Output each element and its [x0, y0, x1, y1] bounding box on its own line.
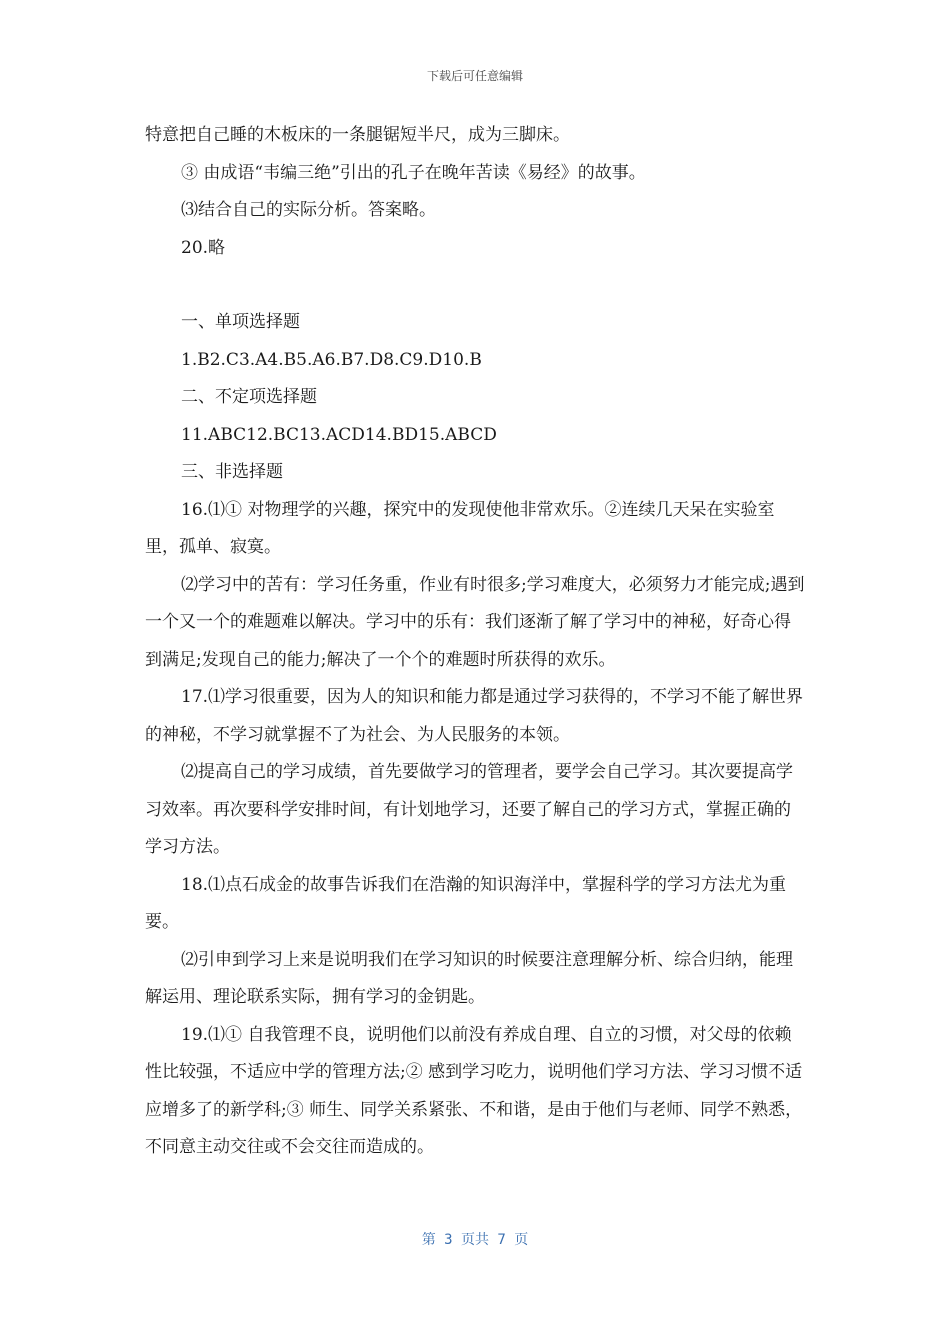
section-heading: 二、不定项选择题 — [181, 387, 317, 407]
paragraph: 17.⑴学习很重要，因为人的知识和能力都是通过学习获得的，不学习不能了解世界的神秘，不学习就掌握不了为社会、为人民服务的本领。 — [145, 687, 804, 745]
paragraph: ⑶结合自己的实际分析。答案略。 — [181, 200, 436, 220]
paragraph: ⑵引申到学习上来是说明我们在学习知识的时候要注意理解分析、综合归纳，能理解运用、理论联系实际，拥有学习的金钥匙。 — [145, 949, 793, 1007]
section-gap — [145, 267, 807, 304]
section-heading: 一、单项选择题 — [181, 312, 300, 332]
page-footer: 第 3 页共 7 页 — [421, 1232, 529, 1248]
answer-line: 1.B2.C3.A4.B5.A6.B7.D8.C9.D10.B — [181, 349, 482, 370]
paragraph: ③ 由成语“韦编三绝”引出的孔子在晚年苦读《易经》的故事。 — [181, 162, 646, 183]
paragraph: 20.略 — [181, 237, 226, 258]
page-header: 下载后可任意编辑 — [426, 69, 523, 83]
document-body — [145, 117, 807, 1167]
paragraph: ⑵提高自己的学习成绩，首先要做学习的管理者，要学会自己学习。其次要提高学习效率。再次要科学安排时间，有计划地学习，还要了解自己的学习方式，掌握正确的学习方法。 — [145, 762, 793, 857]
answer-line: 11.ABC12.BC13.ACD14.BD15.ABCD — [181, 424, 497, 445]
paragraph: ⑵学习中的苦有：学习任务重，作业有时很多;学习难度大，必须努力才能完成;遇到一个又一个的难题难以解决。学习中的乐有：我们逐渐了解了学习中的神秘，好奇心得到满足;发现自己的能力;解决了一个个的难题时所获得的欢乐。 — [145, 574, 805, 670]
section-heading: 三、非选择题 — [181, 462, 283, 482]
paragraph: 特意把自己睡的木板床的一条腿锯短半尺，成为三脚床。 — [145, 125, 570, 145]
paragraph: 19.⑴① 自我管理不良，说明他们以前没有养成自理、自立的习惯，对父母的依赖性比较强，不适应中学的管理方法;② 感到学习吃力，说明他们学习方法、学习习惯不适应增多了的新学科;③ 师生、同学关系紧张、不和谐，是由于他们与老师、同学不熟悉，不同意主动交往或不会交往而造成的。 — [145, 1024, 803, 1157]
paragraph: 18.⑴点石成金的故事告诉我们在浩瀚的知识海洋中，掌握科学的学习方法尤为重要。 — [145, 874, 787, 932]
paragraph: 16.⑴① 对物理学的兴趣，探究中的发现使他非常欢乐。②连续几天呆在实验室里，孤单、寂寞。 — [145, 499, 775, 557]
